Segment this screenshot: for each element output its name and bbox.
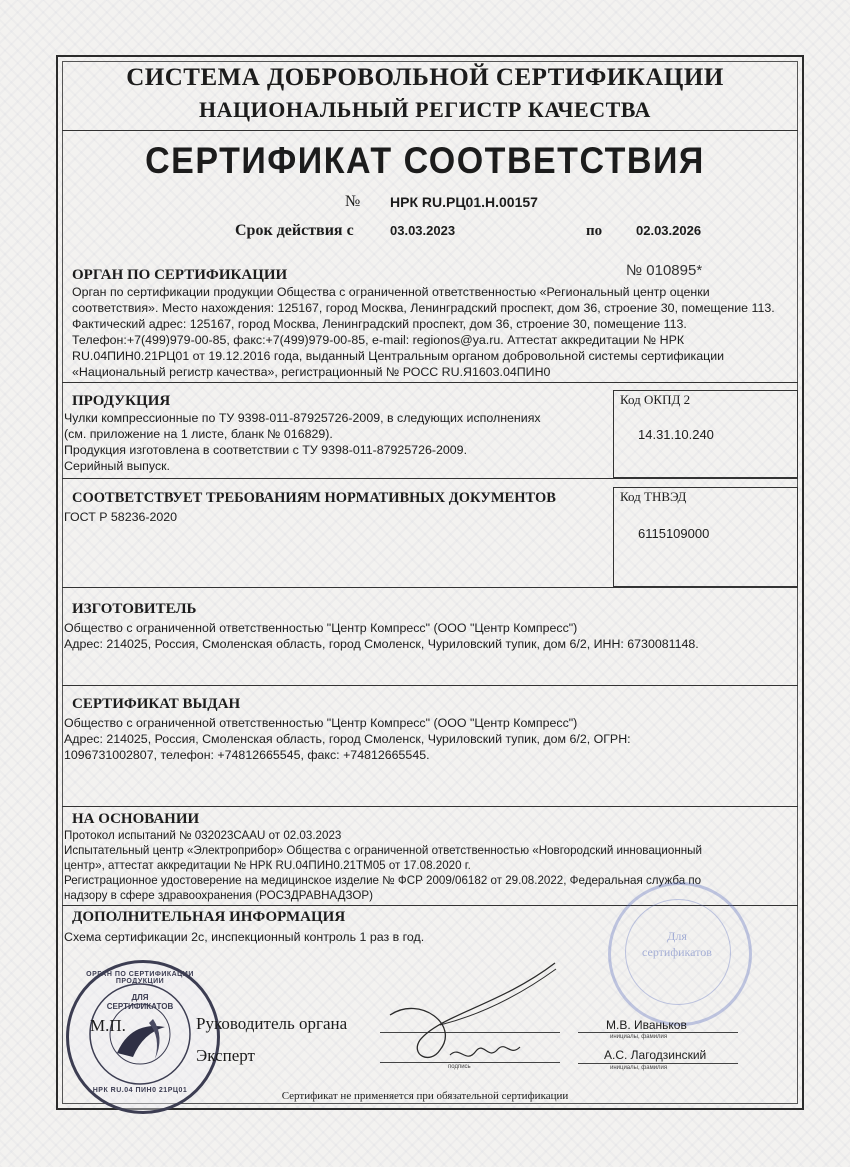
organ-line: Орган по сертификации продукции Общества с ограниченной ответственностью «Региональный центр оценки [72,285,710,299]
product-line: Чулки компрессионные по ТУ 9398-011-87925726-2009, в следующих исполнениях [64,411,541,425]
product-heading: ПРОДУКЦИЯ [72,393,171,409]
divider [62,587,798,588]
valid-from: 03.03.2023 [390,223,456,238]
manufacturer-text [64,620,794,652]
form-number: № 010895* [626,262,703,279]
divider [62,478,798,479]
issued-heading: СЕРТИФИКАТ ВЫДАН [72,696,241,712]
basis-line: Испытательный центр «Электроприбор» Общества с ограниченной ответственностью «Новгородский инновационный [64,844,702,857]
organ-line: соответствия». Место нахождения: 125167, город Москва, Ленинградский проспект, дом 36, строение 30, помещение 113. [72,301,775,315]
organ-line: RU.04ПИН0.21РЦ01 от 19.12.2016 года, выданный Центральным органом добровольной системы сертификации [72,349,725,363]
organ-text [72,284,792,380]
issued-line: Общество с ограниченной ответственностью "Центр Компресс" (ООО "Центр Компресс") [64,716,578,730]
expert-name: А.С. Лагодзинский [604,1048,707,1062]
issued-line: Адрес: 214025, Россия, Смоленская область, город Смоленск, Чуриловский тупик, дом 6/2, ОГРН: [64,732,631,746]
footer-note: Сертификат не применяется при обязательной сертификации [281,1090,569,1102]
divider [62,685,798,686]
expert-name-line [578,1063,738,1064]
divider [62,382,798,383]
additional-text: Схема сертификации 2с, инспекционный контроль 1 раз в год. [64,930,425,944]
tnved-label: Код ТНВЭД [620,489,687,504]
product-line: Серийный выпуск. [64,459,170,473]
issued-line: 1096731002807, телефон: +74812665545, факс: +74812665545. [64,748,430,762]
tnved-box [613,487,798,587]
expert-name-caption: инициалы, фамилия [610,1065,668,1071]
basis-line: надзору в сфере здравоохранения (РОСЗДРАВНАДЗОР) [64,889,374,902]
manufacturer-heading: ИЗГОТОВИТЕЛЬ [72,601,197,617]
to-label: по [586,223,603,239]
valid-to: 02.03.2026 [636,223,702,238]
number-sign: № [345,193,361,210]
basis-line: центр», аттестат аккредитации № НРК RU.04ПИН0.21ТМ05 от 17.08.2020 г. [64,859,471,872]
stamp-center-text: ДЛЯ СЕРТИФИКАТОВ [106,993,174,1011]
right-stamp [608,882,752,1026]
standard: ГОСТ Р 58236-2020 [64,510,178,524]
handwritten-signature [380,955,570,1075]
product-text [64,410,604,474]
certificate-number: НРК RU.РЦ01.Н.00157 [390,194,538,210]
stamp-bottom-text: НРК RU.04 ПИН0 21РЦ01 [92,1087,188,1094]
head-label: Руководитель органа [196,1014,348,1033]
basis-line: Протокол испытаний № 032023СААU от 02.03.2023 [64,829,342,842]
basis-heading: НА ОСНОВАНИИ [72,811,200,827]
organ-heading: ОРГАН ПО СЕРТИФИКАЦИИ [72,267,288,283]
expert-label: Эксперт [196,1046,255,1065]
sign-caption: подпись [448,1064,471,1070]
validity-label: Срок действия с [235,222,354,239]
product-line: (см. приложение на 1 листе, бланк № 016829). [64,427,333,441]
manufacturer-line: Адрес: 214025, Россия, Смоленская область, город Смоленск, Чуриловский тупик, дом 6/2, ИНН: 6730081148. [64,637,699,651]
head-name-caption: инициалы, фамилия [610,1034,668,1040]
organ-line: «Национальный регистр качества», регистрационный № РОСС RU.Я1603.04ПИН0 [72,365,551,379]
head-name-line [578,1032,738,1033]
additional-heading: ДОПОЛНИТЕЛЬНАЯ ИНФОРМАЦИЯ [72,909,346,925]
certificate-title: СЕРТИФИКАТ СООТВЕТСТВИЯ [145,140,705,182]
divider [62,806,798,807]
tnved-code: 6115109000 [638,526,710,541]
mp-label: М.П. [90,1016,126,1035]
right-stamp-text-1: Для [667,929,687,943]
okpd-code: 14.31.10.240 [638,427,714,442]
product-line: Продукция изготовлена в соответствии с ТУ 9398-011-87925726-2009. [64,443,468,457]
organ-line: Фактический адрес: 125167, город Москва, Ленинградский проспект, дом 36, строение 30, помещение 113. [72,317,687,331]
basis-line: Регистрационное удостоверение на медицинское изделие № ФСР 2009/06182 от 29.08.2022, Федеральная служба по [64,874,702,887]
stamp-ring-text: ОРГАН ПО СЕРТИФИКАЦИИ ПРОДУКЦИИ [86,971,194,985]
system-title: СИСТЕМА ДОБРОВОЛЬНОЙ СЕРТИФИКАЦИИ [126,64,724,91]
head-name: М.В. Иваньков [606,1018,687,1032]
organ-line: Телефон:+7(499)979-00-85, факс:+7(499)979-00-85, e-mail: regionos@ya.ru. Аттестат аккредитации № НРК [72,333,685,347]
registry-title: НАЦИОНАЛЬНЫЙ РЕГИСТР КАЧЕСТВА [199,97,651,122]
header-divider [62,130,798,131]
conformity-heading: СООТВЕТСТВУЕТ ТРЕБОВАНИЯМ НОРМАТИВНЫХ ДОКУМЕНТОВ [72,490,556,506]
right-stamp-text-2: сертификатов [642,945,712,959]
okpd-box [613,390,798,478]
manufacturer-line: Общество с ограниченной ответственностью "Центр Компресс" (ООО "Центр Компресс") [64,621,578,635]
okpd-label: Код ОКПД 2 [620,392,691,407]
issued-text [64,715,794,763]
